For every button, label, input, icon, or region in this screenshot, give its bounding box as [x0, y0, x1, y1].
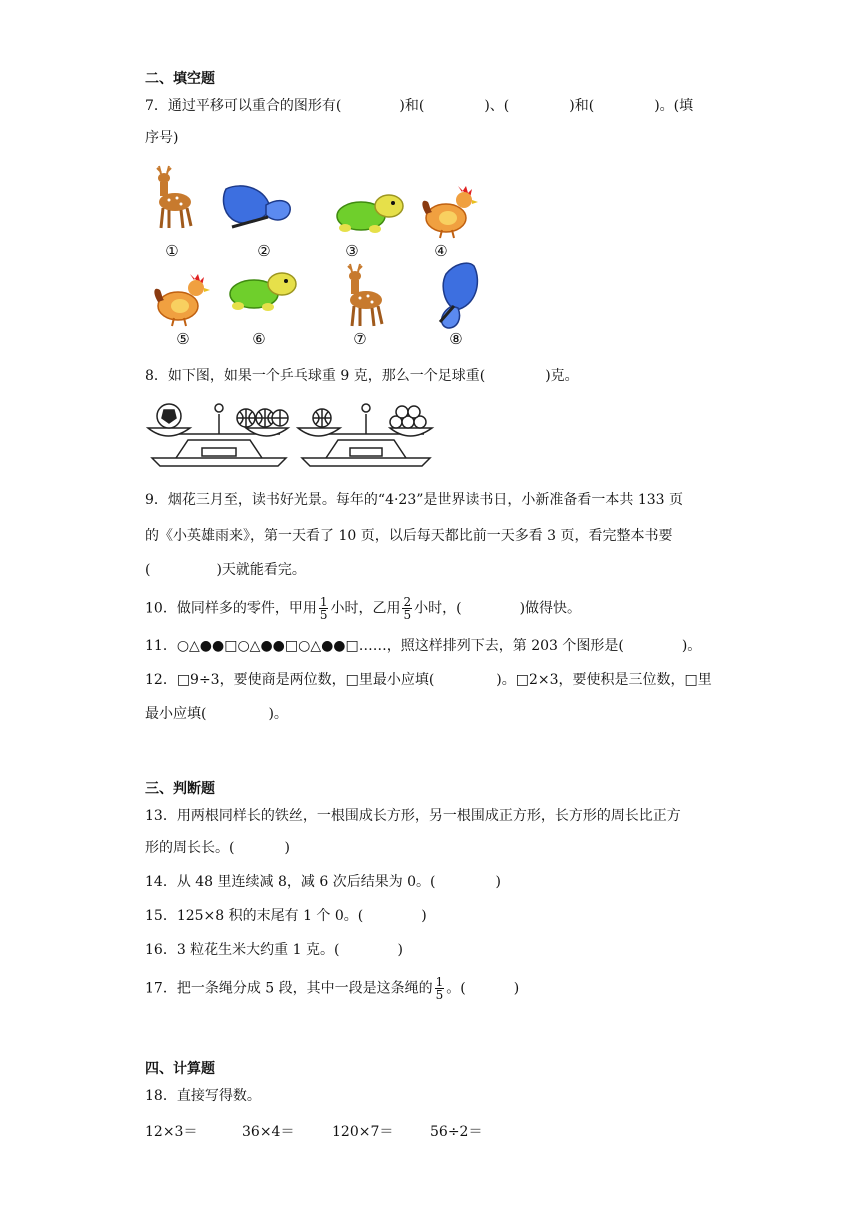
question-12-line-2: 最小应填( )。 — [145, 706, 288, 722]
caption-2: ② — [257, 242, 271, 260]
section-title-true-false: 三、判断题 — [145, 781, 215, 797]
caption-4: ④ — [434, 242, 448, 260]
question-7-line-2: 序号) — [145, 130, 179, 146]
turtle-icon — [331, 190, 407, 234]
question-11: 11．○△●●□○△●●□○△●●□……，照这样排列下去，第 203 个图形是( )。 — [145, 638, 702, 654]
question-9-line-2: 的《小英雄雨来》，第一天看了 10 页，以后每天都比前一天多看 3 页，看完整本书要 — [145, 528, 673, 544]
question-9-line-1: 9．烟花三月至，读书好光景。每年的“4·23”是世界读书日，小新准备看一本共 133 页 — [145, 492, 684, 508]
deer-icon — [338, 262, 388, 330]
calc-item-3: 120×7＝ — [332, 1124, 394, 1140]
caption-3: ③ — [345, 242, 359, 260]
butterfly-icon — [222, 183, 294, 233]
question-18: 18．直接写得数。 — [145, 1088, 261, 1104]
question-14: 14．从 48 里连续减 8，减 6 次后结果为 0。( ) — [145, 874, 501, 890]
fraction-one-fifth: $\frac{1}{5}$ — [319, 595, 328, 622]
caption-6: ⑥ — [252, 330, 266, 348]
balance-scale-pingpong — [296, 400, 436, 474]
question-12-line-1: 12．□9÷3，要使商是两位数，□里最小应填( )。□2×3，要使积是三位数，□里 — [145, 672, 712, 688]
rooster-icon — [418, 184, 478, 240]
fraction-two-fifths: $\frac{2}{5}$ — [403, 595, 412, 622]
balance-scale-football — [146, 400, 292, 474]
question-9-line-3: ( )天就能看完。 — [145, 562, 306, 578]
question-13-line-1: 13．用两根同样长的铁丝，一根围成长方形，另一根围成正方形，长方形的周长比正方 — [145, 808, 681, 824]
calc-item-1: 12×3＝ — [145, 1124, 198, 1140]
question-7-line-1: 7．通过平移可以重合的图形有( )和( )、( )和( )。(填 — [145, 98, 694, 114]
question-10: 10．做同样多的零件，甲用 $\frac{1}{5}$ 小时，乙用 $\frac{2}{5}$ 小时，( )做得快。 — [145, 595, 582, 622]
section-title-fill-in: 二、填空题 — [145, 71, 215, 87]
rooster-icon — [150, 272, 210, 328]
calc-item-4: 56÷2＝ — [430, 1124, 483, 1140]
question-16: 16．3 粒花生米大约重 1 克。( ) — [145, 942, 403, 958]
question-13-line-2: 形的周长长。( ) — [145, 840, 290, 856]
calc-item-2: 36×4＝ — [242, 1124, 295, 1140]
question-17: 17．把一条绳分成 5 段，其中一段是这条绳的 $\frac{1}{5}$ 。( ) — [145, 975, 520, 1002]
caption-5: ⑤ — [176, 330, 190, 348]
question-8: 8．如下图，如果一个乒乓球重 9 克，那么一个足球重( )克。 — [145, 368, 579, 384]
section-title-calculation: 四、计算题 — [145, 1061, 215, 1077]
turtle-icon — [224, 268, 300, 312]
caption-8: ⑧ — [449, 330, 463, 348]
caption-1: ① — [165, 242, 179, 260]
caption-7: ⑦ — [353, 330, 367, 348]
butterfly-icon — [430, 262, 482, 332]
question-15: 15．125×8 积的末尾有 1 个 0。( ) — [145, 908, 427, 924]
fraction-one-fifth: $\frac{1}{5}$ — [435, 975, 444, 1002]
deer-icon — [147, 164, 197, 232]
